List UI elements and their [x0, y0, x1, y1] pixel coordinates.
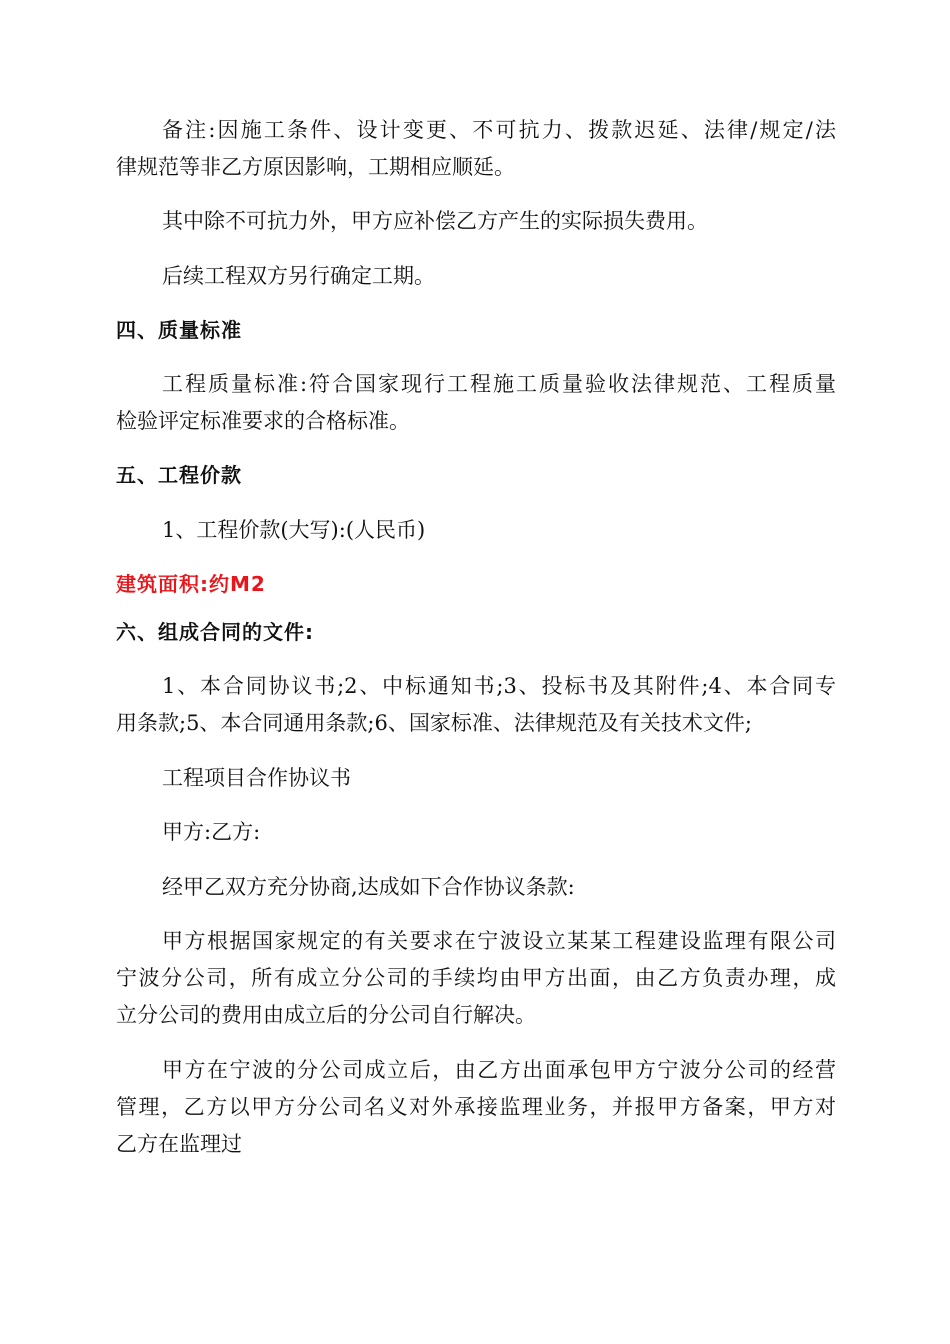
building-area-heading: 建筑面积:约M2	[116, 572, 266, 596]
section-heading-documents: 六、组成合同的文件:	[116, 620, 314, 644]
documents-paragraph-line-2: 用条款;5、本合同通用条款;6、国家标准、法律规范及有关技术文件;	[116, 711, 752, 735]
branch-paragraph-line-1: 甲方根据国家规定的有关要求在宁波设立某某工程建设监理有限公司	[162, 929, 836, 953]
intro-paragraph: 经甲乙双方充分协商,达成如下合作协议条款:	[162, 875, 575, 899]
agreement-title: 工程项目合作协议书	[162, 766, 351, 790]
quality-paragraph-line-1: 工程质量标准:符合国家现行工程施工质量验收法律规范、工程质量	[162, 372, 836, 396]
parties-line: 甲方:乙方:	[162, 820, 261, 844]
follow-up-paragraph: 后续工程双方另行确定工期。	[162, 264, 435, 288]
branch-paragraph-line-3: 立分公司的费用由成立后的分公司自行解决。	[116, 1003, 536, 1027]
management-paragraph-line-1: 甲方在宁波的分公司成立后，由乙方出面承包甲方宁波分公司的经营	[162, 1058, 836, 1082]
management-paragraph-line-3: 乙方在监理过	[116, 1132, 242, 1156]
remark-paragraph-line-1: 备注:因施工条件、设计变更、不可抗力、拨款迟延、法律/规定/法	[162, 118, 836, 142]
section-heading-quality: 四、质量标准	[116, 318, 242, 342]
price-paragraph: 1、工程价款(大写):(人民币)	[162, 518, 426, 542]
documents-paragraph-line-1: 1、本合同协议书;2、中标通知书;3、投标书及其附件;4、本合同专	[162, 674, 836, 698]
management-paragraph-line-2: 管理，乙方以甲方分公司名义对外承接监理业务，并报甲方备案，甲方对	[116, 1095, 836, 1119]
compensation-paragraph: 其中除不可抗力外，甲方应补偿乙方产生的实际损失费用。	[162, 209, 708, 233]
remark-paragraph-line-2: 律规范等非乙方原因影响，工期相应顺延。	[116, 155, 515, 179]
quality-paragraph-line-2: 检验评定标准要求的合格标准。	[116, 409, 410, 433]
branch-paragraph-line-2: 宁波分公司，所有成立分公司的手续均由甲方出面，由乙方负责办理，成	[116, 966, 836, 990]
section-heading-price: 五、工程价款	[116, 463, 242, 487]
